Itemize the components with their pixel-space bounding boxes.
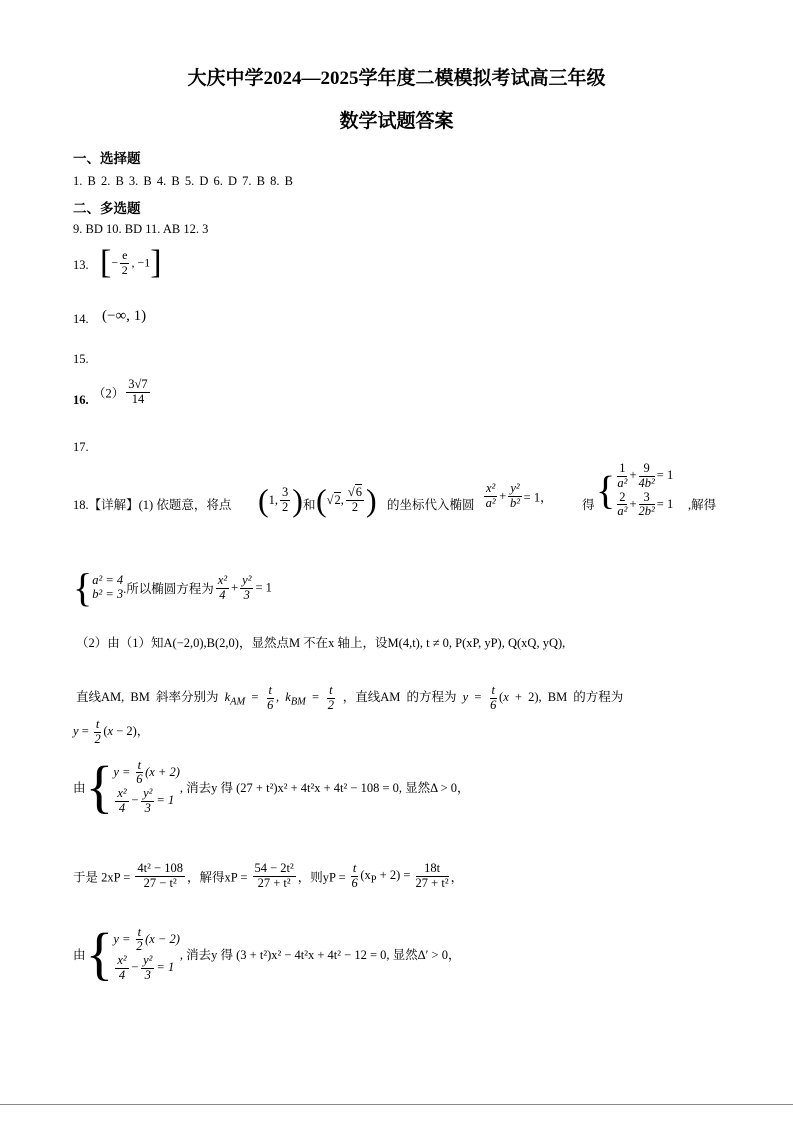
document-title: 大庆中学2024—2025学年度二模模拟考试高三年级 (187, 68, 606, 89)
answer-16-denominator: 14 (131, 391, 145, 406)
q18-sub: 的坐标代入椭圆 (387, 498, 475, 512)
answer-13-tail: , −1 (131, 255, 151, 270)
section-heading-multi: 二、多选题 (73, 201, 141, 216)
q18-result: { a² = 4 b² = 3 .所以椭圆方程为 $\frac{\text{x²}}{4}$ + $\frac{\text{y²}}{3}$ = 1 (73, 565, 272, 610)
part2-line2: 直线AM, BM 斜率分别为 $k_{AM}$ = $\frac{t}{6}$ , $k_{BM}$ = $\frac{t}{2}$ ，直线AM 的方程为 y = $\frac{t}{6}$ (x + 2), BM 的方程为 (76, 683, 624, 712)
page-bottom-border (0, 1104, 793, 1105)
answer-14-label: 14. (73, 312, 89, 326)
q18-get: 得 (582, 498, 595, 512)
part2-line5: 于是 2xP = $\frac{\text{4t² − 108}}{\text{27 − t²}}$ ，解得xP = $\frac{\text{54 − 2t²}}{\text{27 + t²}}$ ，则yP = $\frac{t}{6}$ $(x_P + 2)$ = $\frac{18t}{\text{27 + t²}}$ ， (73, 861, 464, 890)
answer-13-denominator: 2 (121, 262, 128, 277)
part2-system1: 由{ y = $\frac{t}{6}$ (x + 2) $\frac{\text{x²}}{4}$ − $\frac{\text{y²}}{3}$ = 1 , 消去y 得 (27 + t²)x² + 4t²x + 4t² − 108 = 0, 显然Δ > 0， (73, 754, 470, 819)
answer-16-numerator: 3√7 (128, 377, 148, 391)
answer-15-label: 15. (73, 352, 89, 366)
q18-system: { $\frac{1}{\text{a²}}$ + $\frac{9}{\text{4b²}}$ = 1 $\frac{2}{\text{a²}}$ + $\frac{3}{\text{2b²}}$ = 1 (596, 461, 674, 519)
q18-result-text: .所以椭圆方程为 (123, 582, 214, 596)
answer-13-numerator: e (122, 248, 128, 263)
q18-intro: 18.【详解】(1) 依题意，将点 (73, 498, 232, 512)
document-subtitle: 数学试题答案 (339, 111, 454, 132)
answers-multi: 9. BD 10. BD 11. AB 12. 3 (73, 222, 209, 236)
answer-13-label: 13. (73, 258, 89, 272)
answer-14: (−∞, 1) (102, 308, 147, 324)
answers-choice: 1. B 2. B 3. B 4. B 5. D 6. D 7. B 8. B (73, 174, 293, 188)
q18-and: 和 (303, 498, 316, 512)
answer-16-label: 16. (73, 393, 89, 407)
part2-line1: （2）由（1）知A(−2,0),B(2,0)，显然点M 不在x 轴上，设M(4,t), t ≠ 0, P(xP, yP), Q(xQ, yQ), (76, 636, 566, 650)
q18-point2: (√2, $\frac{√6}{2}$ ) (316, 482, 377, 518)
answer-13: [− $\frac{e}{2}$ , −1] (100, 244, 162, 281)
q18-point1: (1, $\frac{3}{2}$ ) (258, 482, 303, 518)
section-heading-choice: 一、选择题 (73, 151, 141, 166)
q18-ellipse: $\frac{\text{x²}}{\text{a²}}$ + $\frac{\text{y²}}{\text{b²}}$ = 1， (485, 481, 553, 510)
part2-line3: y = $\frac{t}{2}$ (x − 2)， (73, 717, 150, 746)
q18-solve: ,解得 (688, 498, 717, 512)
part2-system2: 由{ y = $\frac{t}{2}$ (x − 2) $\frac{\text{x²}}{4}$ − $\frac{\text{y²}}{3}$ = 1 , 消去y 得 (3 + t²)x² − 4t²x + 4t² − 12 = 0, 显然Δ′ > 0， (73, 921, 461, 986)
answer-17-label: 17. (73, 440, 89, 454)
answer-16: （2） $\frac{3√7}{14}$ (93, 377, 148, 406)
